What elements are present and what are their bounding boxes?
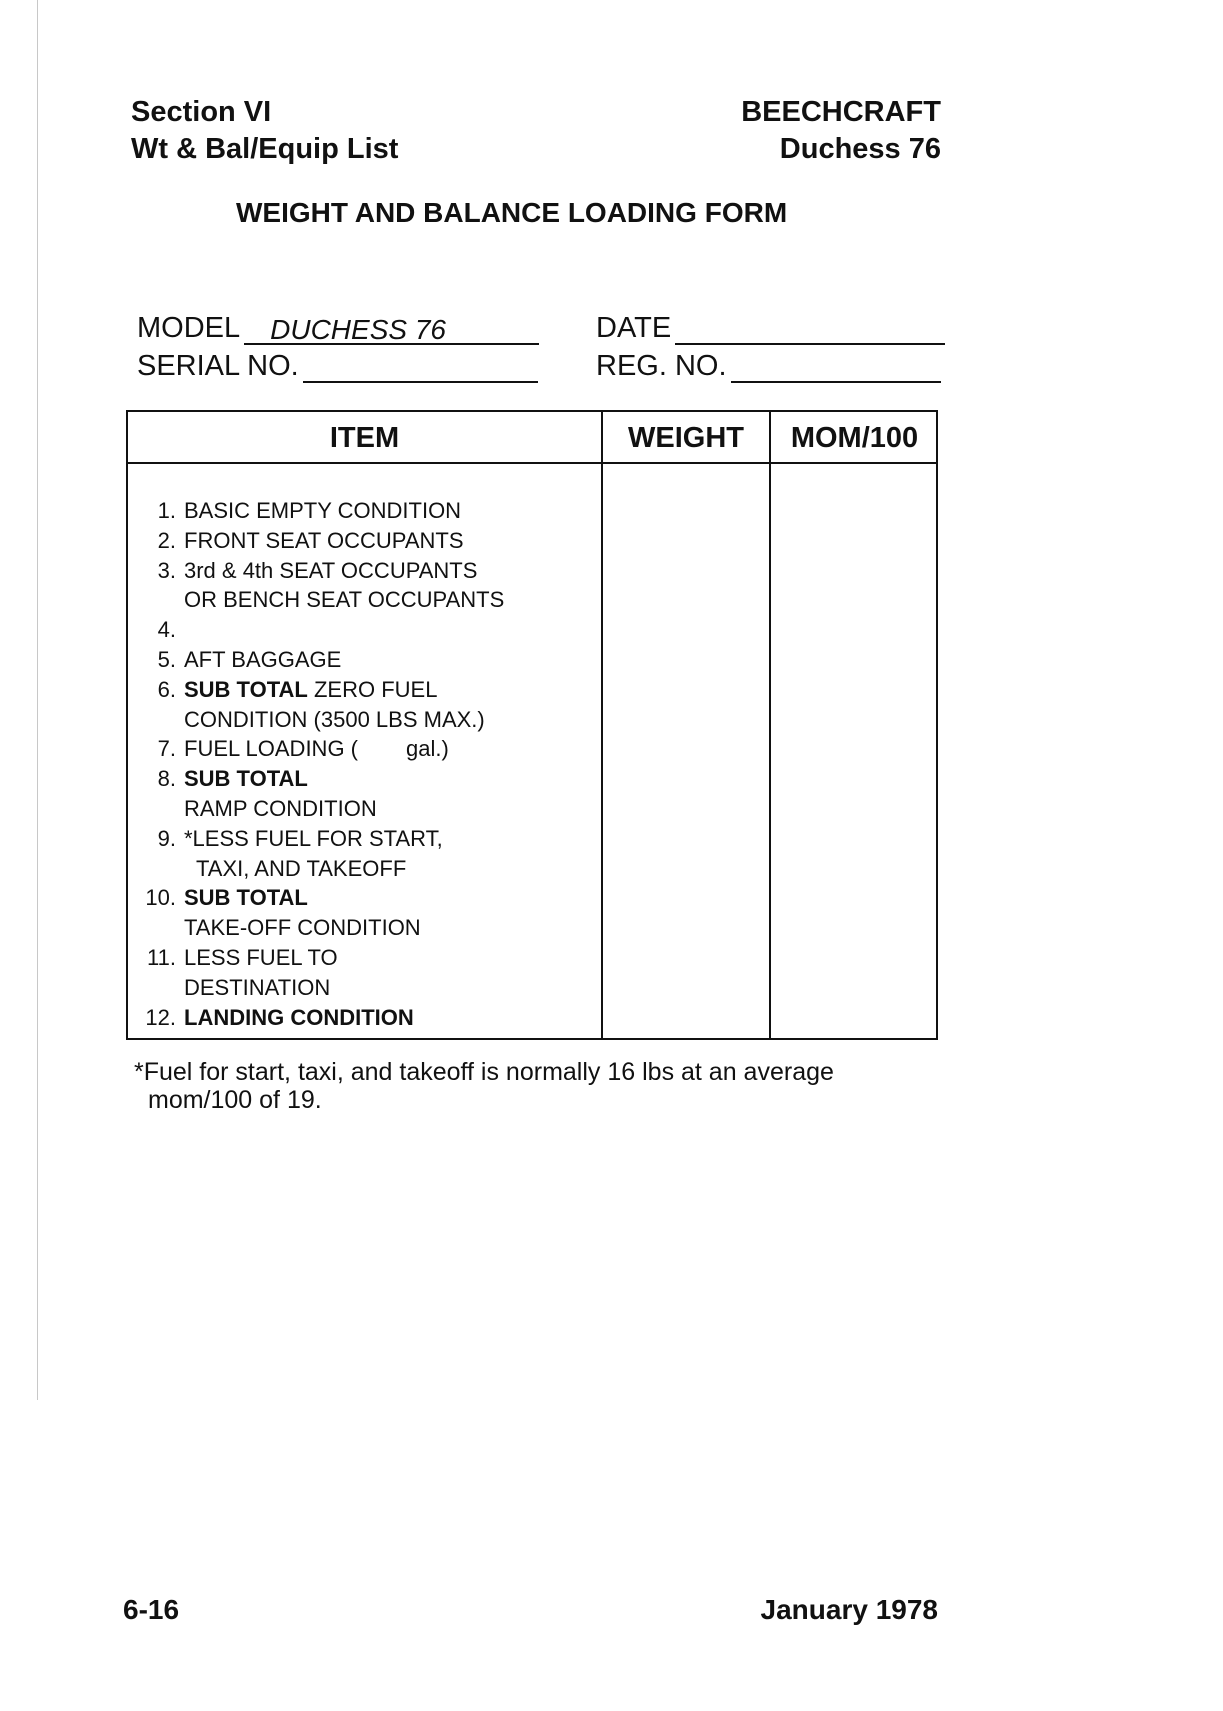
list-item: [128, 973, 598, 1003]
revision-date: January 1978: [760, 1594, 938, 1625]
item-bold-text: SUB TOTAL: [184, 766, 308, 792]
page-number: 6-16: [123, 1594, 180, 1625]
item-number: 2.: [157, 527, 176, 553]
item-text: [184, 496, 461, 526]
section-subtitle: Wt & Bal/Equip List: [131, 133, 399, 165]
reg-label: REG. NO.: [596, 350, 727, 382]
item-text: [184, 585, 504, 615]
item-text: [184, 913, 421, 943]
item-label: *LESS FUEL FOR START,: [184, 825, 443, 851]
item-text: [184, 556, 477, 586]
date-input[interactable]: [675, 315, 945, 345]
item-label: DESTINATION: [184, 974, 331, 1000]
fuel-footnote: [134, 1058, 954, 1114]
item-label: LESS FUEL TO: [184, 944, 338, 970]
item-text: [184, 883, 308, 913]
reg-field: [596, 350, 941, 383]
item-text: [184, 526, 464, 556]
list-item: [128, 645, 598, 675]
item-text: [184, 734, 449, 764]
item-label: OR BENCH SEAT OCCUPANTS: [184, 587, 505, 613]
list-item: [128, 734, 598, 764]
item-list: [128, 496, 598, 1032]
item-number: 8.: [157, 766, 176, 792]
page-binding-edge: [37, 0, 38, 1400]
item-number: 4.: [157, 617, 176, 643]
item-number: 5.: [157, 646, 176, 672]
item-text: [184, 705, 485, 735]
serial-label: SERIAL NO.: [137, 350, 299, 382]
item-text: [184, 973, 330, 1003]
footnote-line: mom/100 of 19.: [148, 1086, 322, 1114]
list-item: [128, 705, 598, 735]
item-text: [184, 824, 443, 854]
section-header: [131, 94, 398, 168]
model-input[interactable]: DUCHESS 76: [244, 315, 539, 345]
item-label: FRONT SEAT OCCUPANTS: [184, 527, 464, 553]
date-field: [596, 312, 945, 345]
item-bold-text: SUB TOTAL: [184, 676, 308, 702]
item-number: 7.: [157, 736, 176, 762]
list-item: [128, 585, 598, 615]
item-unit: gal.): [406, 736, 449, 762]
item-number: 9.: [157, 825, 176, 851]
list-item: [128, 824, 598, 854]
weight-column-header: WEIGHT: [628, 422, 744, 454]
list-item: [128, 764, 598, 794]
list-item: [128, 794, 598, 824]
item-label: BASIC EMPTY CONDITION: [184, 498, 462, 523]
list-item: [128, 1003, 598, 1033]
list-item: [128, 943, 598, 973]
item-text: [184, 943, 338, 973]
serial-input[interactable]: [303, 353, 538, 383]
item-number: 11.: [147, 944, 176, 970]
item-label: FUEL LOADING (: [184, 736, 358, 762]
model-field: [137, 312, 539, 345]
list-item: [128, 556, 598, 586]
item-text: [184, 764, 308, 794]
list-item: [128, 883, 598, 913]
item-text: [184, 1003, 414, 1033]
list-item: [128, 496, 598, 526]
item-text: [184, 794, 377, 824]
item-number: 3.: [157, 557, 176, 583]
list-item: [128, 675, 598, 705]
item-bold-text: SUB TOTAL: [184, 885, 308, 911]
item-label: RAMP CONDITION: [184, 795, 377, 821]
item-number: 6.: [157, 676, 176, 702]
item-bold-text: LANDING CONDITION: [184, 1004, 414, 1030]
list-item: [128, 913, 598, 943]
item-number: 12.: [145, 1004, 176, 1030]
section-label: Section VI: [131, 96, 272, 128]
item-label: TAKE-OFF CONDITION: [184, 915, 421, 941]
serial-field: [137, 350, 538, 383]
list-item: [128, 526, 598, 556]
item-text: [196, 854, 406, 884]
reg-input[interactable]: [731, 353, 941, 383]
item-label: ZERO FUEL: [307, 676, 438, 702]
column-divider: [769, 412, 771, 1038]
item-text: [184, 675, 437, 705]
loading-table: [126, 410, 938, 1040]
item-label: CONDITION (3500 LBS MAX.): [184, 706, 485, 732]
item-label: AFT BAGGAGE: [184, 646, 342, 672]
footnote-line: *Fuel for start, taxi, and takeoff is normally 16 lbs at an average: [134, 1058, 834, 1086]
item-number: 1.: [157, 498, 176, 523]
item-text: [184, 645, 341, 675]
aircraft-model-label: Duchess 76: [779, 133, 941, 165]
item-label: 3rd & 4th SEAT OCCUPANTS: [184, 557, 478, 583]
date-label: DATE: [596, 312, 672, 344]
form-title: WEIGHT AND BALANCE LOADING FORM: [236, 197, 788, 228]
column-divider: [601, 412, 603, 1038]
item-label: TAXI, AND TAKEOFF: [196, 855, 407, 881]
model-label: MODEL: [137, 312, 241, 344]
header-rule: [128, 462, 936, 464]
manufacturer-label: BEECHCRAFT: [741, 96, 941, 128]
list-item: [128, 854, 598, 884]
item-column-header: ITEM: [329, 422, 400, 454]
moment-column-header: MOM/100: [790, 422, 919, 454]
aircraft-header: [741, 94, 941, 168]
list-item: [128, 615, 598, 645]
item-number: 10.: [145, 885, 176, 911]
